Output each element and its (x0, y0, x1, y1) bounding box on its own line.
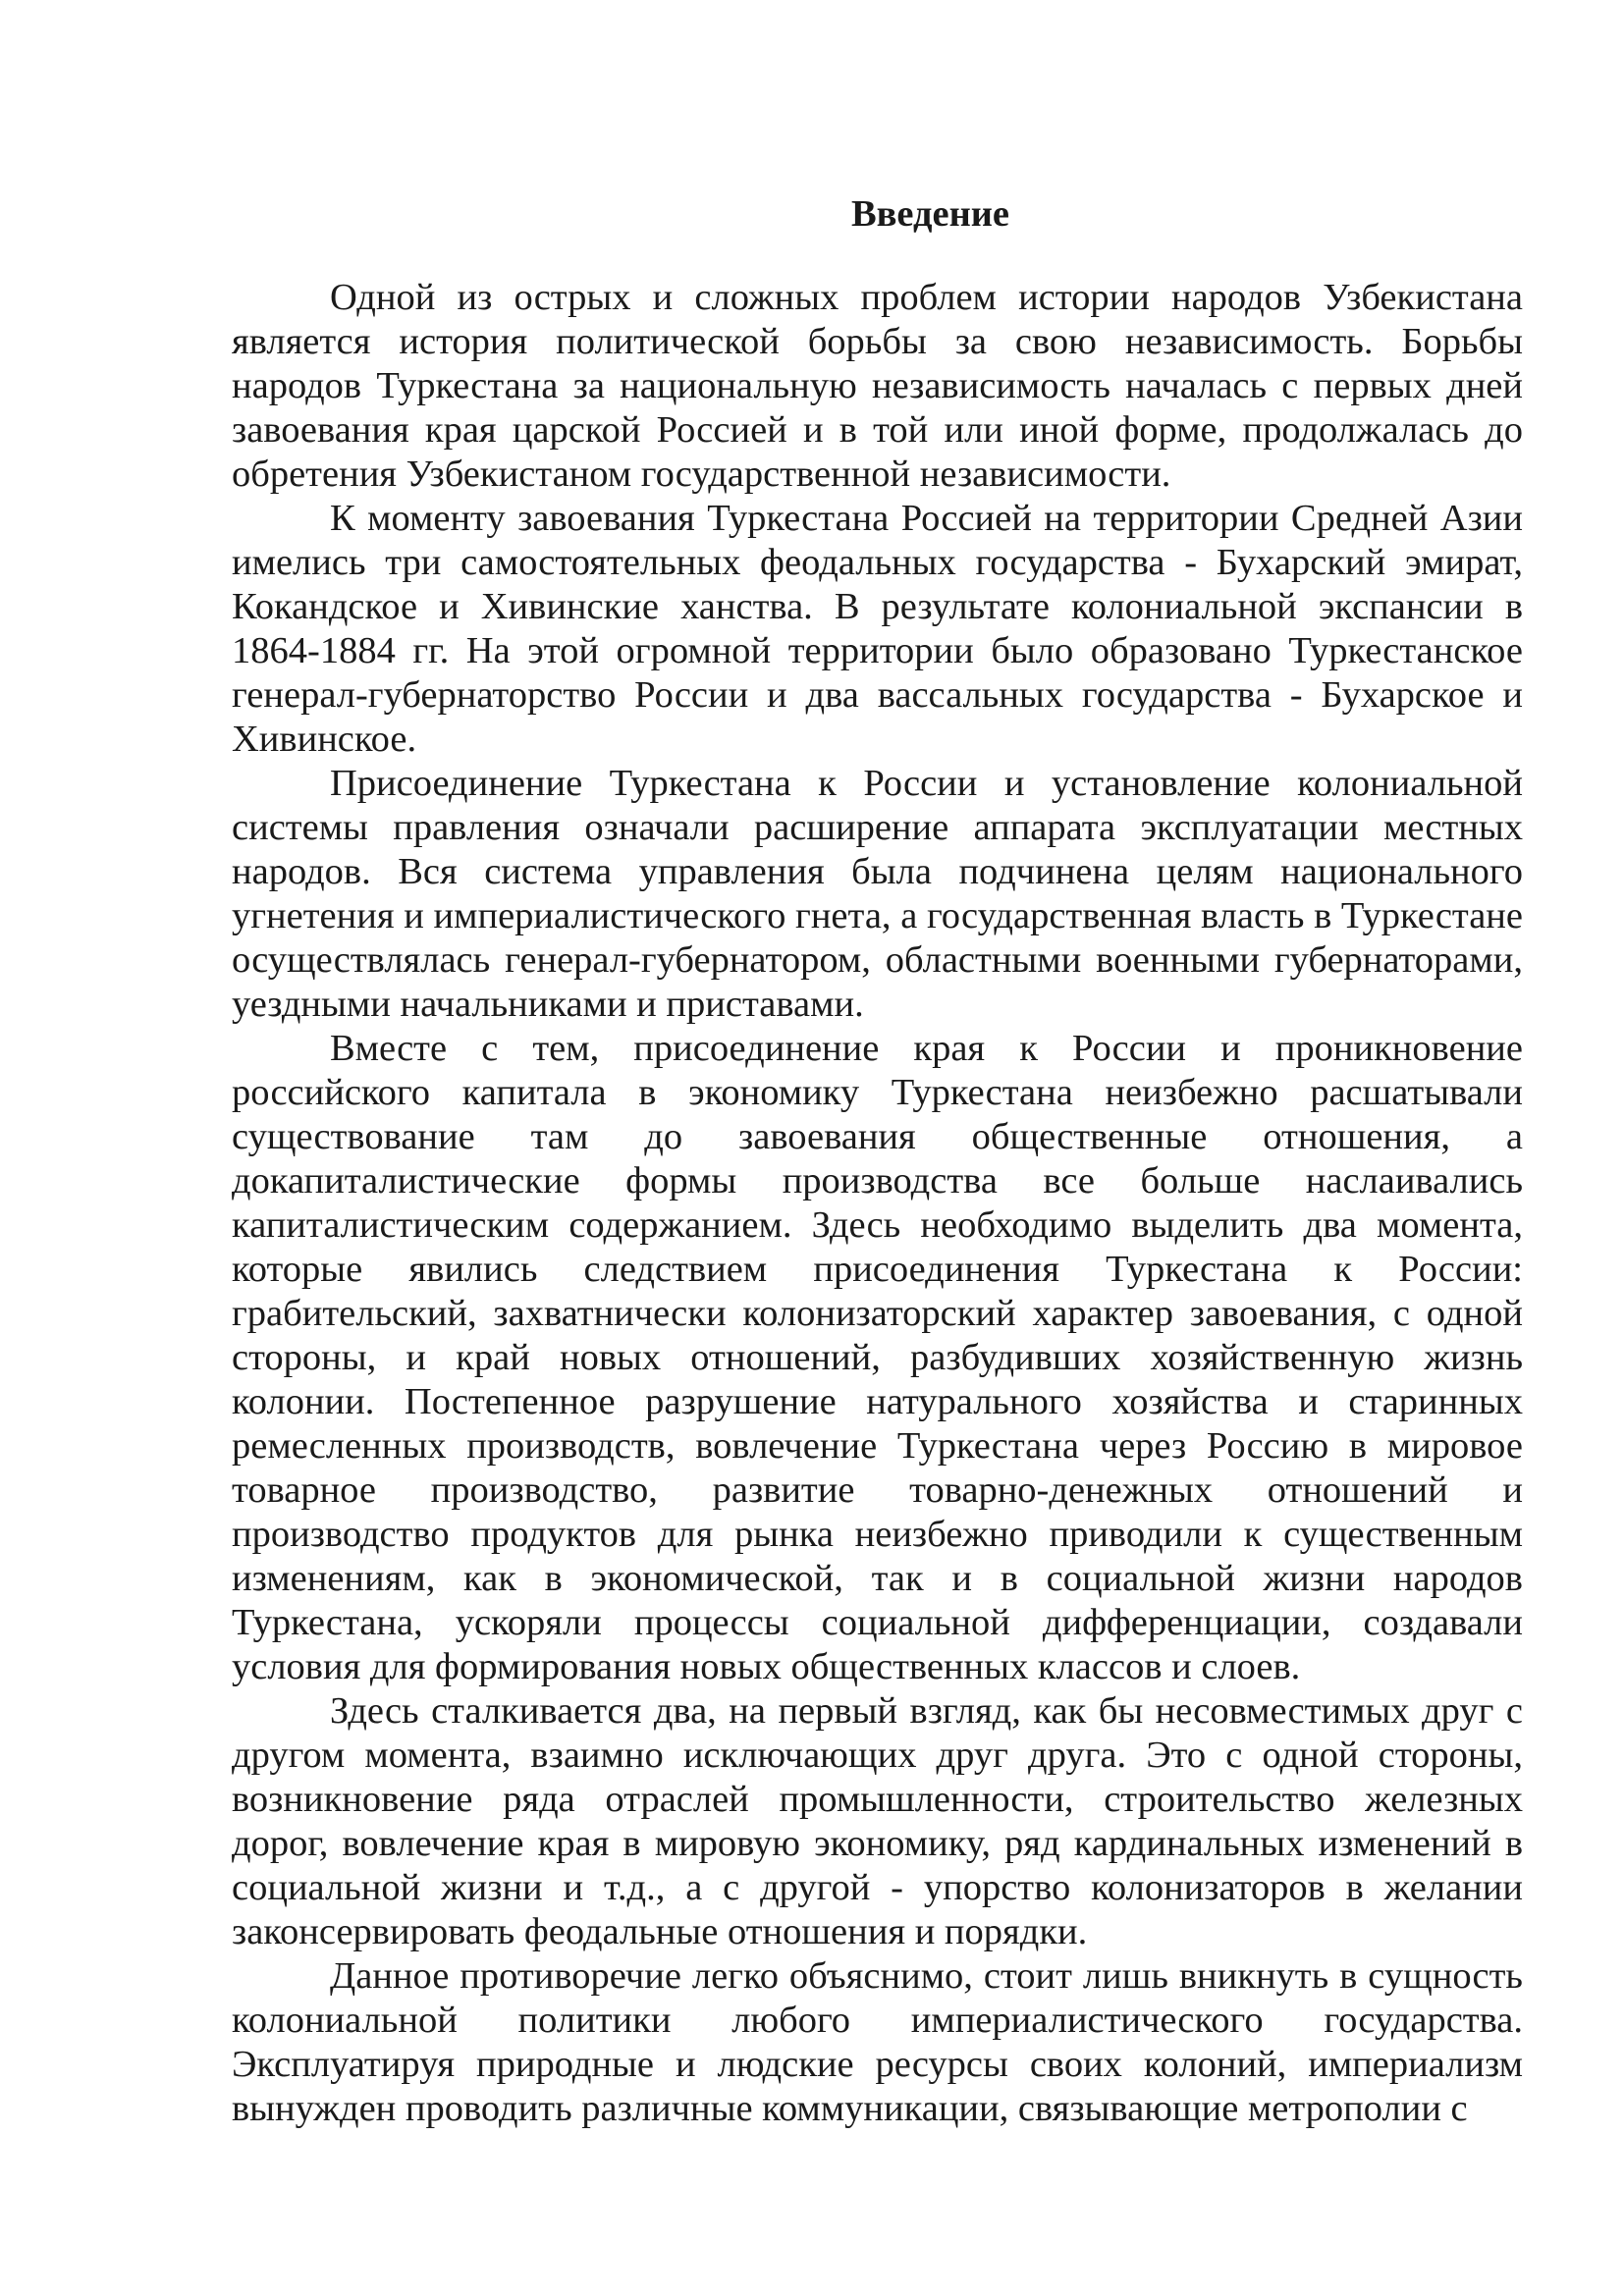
paragraph-5: Здесь сталкивается два, на первый взгляд, как бы несовместимых друг с другом момента, взаимно исключающих друг друга. Это с одной стороны, возникновение ряда отраслей промышленности, строительство железных дорог, вовлечение края в мировую экономику, ряд кардинальных изменений в социальной жизни и т.д., а с другой - упорство колонизаторов в желании законсервировать феодальные отношения и порядки. (232, 1690, 1523, 1952)
paragraph-3: Присоединение Туркестана к России и установление колониальной системы правления означали расширение аппарата эксплуатации местных народов. Вся система управления была подчинена целям национального угнетения и империалистического гнета, а государственная власть в Туркестане осуществлялась генерал-губернатором, областными военными губернаторами, уездными начальниками и приставами. (232, 763, 1523, 1025)
page-title: Введение (850, 193, 1010, 235)
paragraph-6: Данное противоречие легко объяснимо, стоит лишь вникнуть в сущность колониальной политики любого империалистического государства. Эксплуатируя природные и людские ресурсы своих колоний, империализм вынужден проводить различные коммуникации, связывающие метрополии с (232, 1955, 1523, 2129)
paragraph-2: К моменту завоевания Туркестана Россией на территории Средней Азии имелись три самостоятельных феодальных государства - Бухарский эмират, Кокандское и Хивинские ханства. В результате колониальной экспансии в 1864-1884 гг. На этой огромной территории было образовано Туркестанское генерал-губернаторство России и два вассальных государства - Бухарское и Хивинское. (232, 498, 1523, 760)
paragraph-1: Одной из острых и сложных проблем истории народов Узбекистана является история политической борьбы за свою независимость. Борьбы народов Туркестана за национальную независимость началась с первых дней завоевания края царской Россией и в той или иной форме, продолжалась до обретения Узбекистаном государственной независимости. (232, 277, 1523, 495)
paragraph-4: Вместе с тем, присоединение края к России и проникновение российского капитала в экономику Туркестана неизбежно расшатывали существование там до завоевания общественные отношения, а докапиталистические формы производства все больше наслаивались капиталистическим содержанием. Здесь необходимо выделить два момента, которые явились следствием присоединения Туркестана к России: грабительский, захватнически колонизаторский характер завоевания, с одной стороны, и край новых отношений, разбудивших хозяйственную жизнь колонии. Постепенное разрушение натурального хозяйства и старинных ремесленных производств, вовлечение Туркестана через Россию в мировое товарное производство, развитие товарно-денежных отношений и производство продуктов для рынка неизбежно приводили к существенным изменениям, как в экономической, так и в социальной жизни народов Туркестана, ускоряли процессы социальной дифференциации, создавали условия для формирования новых общественных классов и слоев. (232, 1028, 1523, 1687)
document-body (232, 192, 1523, 2131)
